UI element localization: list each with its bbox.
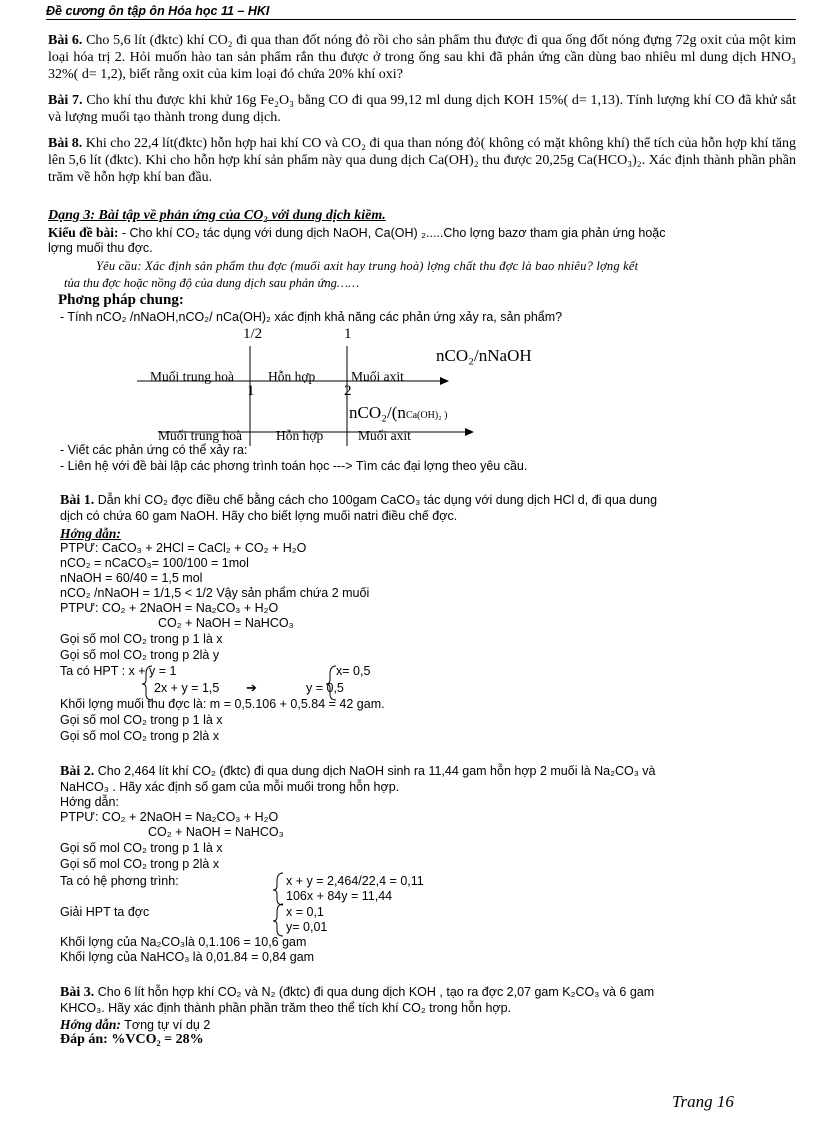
implies-arrow-icon: ➔: [246, 680, 257, 695]
exercise-2-text1: Cho 2,464 lít khí CO₂ (đktc) đi qua dung dịch NaOH sinh ra 11,44 gam hỗn hợp 2 muối là Na₂CO₃ và: [97, 764, 656, 778]
exercise-1-l1: PTPƯ: CaCO₃ + 2HCl = CaCl₂ + CO₂ + H₂O: [60, 541, 307, 555]
exercise-1-l10b: y = 0,5: [306, 681, 344, 695]
exercise-7-label: Bài 7.: [48, 93, 83, 108]
exercise-1-l3: nNaOH = 60/40 = 1,5 mol: [60, 571, 203, 585]
exercise-1-l5: PTPƯ: CO₂ + 2NaOH = Na₂CO₃ + H₂O: [60, 601, 279, 615]
requirement-line1: Yêu cầu: Xác định sản phẩm thu đợc (muối axit hay trung hoà) lợng chất thu đợc là bao nhiêu? lợng kết: [96, 259, 639, 273]
exercise-2-l2: CO₂ + NaOH = NaHCO₃: [148, 825, 284, 839]
exercise-7-text: Cho khí thu được khi khử 16g Fe₂O₃ bằng CO đi qua 99,12 ml dung dịch KOH 15%( d= 1,13). Tính lượng khí CO đã khử sắt và lượng muối tạo thành trong dung dịch.: [48, 93, 797, 125]
exercise-2-eq2: 106x + 84y = 11,44: [286, 889, 393, 903]
diagram-2-arrowhead: [465, 428, 474, 436]
exercise-8-label: Bài 8.: [48, 136, 83, 151]
exercise-2-l4: Gọi số mol CO₂ trong p 2là x: [60, 857, 220, 871]
page-number: Trang 16: [672, 1092, 734, 1111]
problem-type-text1: - Cho khí CO₂ tác dụng với dung dịch NaOH, Ca(OH) ₂.....Cho lợng bazơ tham gia phản ứng hoặc: [121, 226, 666, 240]
exercise-3-text1: Cho 6 lít hỗn hợp khí CO₂ và N₂ (đktc) đi qua dung dịch KOH , tạo ra đợc 2,07 gam K₂CO₃ và 6 gam: [97, 985, 655, 999]
exercise-2-label: Bài 2.: [60, 764, 95, 779]
exercise-6-text: Cho 5,6 lít (đktc) khí CO₂ đi qua than đốt nóng đỏ rồi cho sản phẩm thu được đi qua ống đốt nóng đựng 72g oxit của một kim loại hóa trị 2. Hỏi muốn hào tan sản phẩm rắn thu được ở trong ống sau khi đã phản ứng cần dùng bao nhiêu ml dung dịch HNO₃ 32%( d= 1,2), biết rằng oxit của kim loại đó chứa 20% khí oxi?: [48, 33, 796, 82]
diagram-1-region-mixed: Hỗn hợp: [268, 369, 316, 384]
exercise-2-l5: Ta có hệ phơng trình:: [60, 874, 179, 888]
diagram-2-axis-label: [349, 405, 447, 423]
exercise-3-guide: Hớng dẫn:: [60, 1017, 121, 1032]
diagram-2-region-mixed: Hỗn hợp: [276, 428, 324, 443]
diagram-2-tick-two: 2: [344, 383, 352, 399]
exercise-3-text2: KHCO₃. Hãy xác định thành phần phần trăm theo thể tích khí CO₂ trong hỗn hợp.: [60, 1001, 512, 1015]
exercise-2-guide: Hớng dẫn:: [60, 795, 119, 809]
exercise-3-guide-text: Tơng tự ví dụ 2: [124, 1018, 211, 1032]
exercise-1-l9b: x= 0,5: [336, 664, 371, 678]
diagram-2-axis-label-sub: Ca(OH)₂ ): [405, 410, 448, 421]
exercise-3-answer: Đáp án: %VCO₂ = 28%: [60, 1032, 204, 1047]
exercise-1-l10: 2x + y = 1,5: [154, 681, 220, 695]
exercise-3-label: Bài 3.: [60, 985, 95, 1000]
exercise-6-label: Bài 6.: [48, 33, 83, 48]
diagram-2-axis-label-main: nCO₂/(n: [349, 403, 406, 422]
exercise-3-line1: [60, 985, 654, 1000]
exercise-1-text2: dịch có chứa 60 gam NaOH. Hãy cho biết lợng muối natri điều chế đợc.: [60, 509, 458, 523]
exercise-2-l3: Gọi số mol CO₂ trong p 1 là x: [60, 841, 223, 855]
bai2-braces: [273, 873, 283, 936]
exercise-2-l7: Khối lợng của Na₂CO₃là 0,1.106 = 10,6 gam: [60, 935, 307, 949]
note-line-2: - Liên hệ với đề bài lập các phơng trình toán học ---> Tìm các đại lợng theo yêu cầu.: [60, 459, 528, 473]
bai2-bottom-brace: [273, 904, 283, 936]
exercise-8-text: Khi cho 22,4 lít(đktc) hỗn hợp hai khí CO và CO₂ đi qua than nóng đỏ( không có mặt không khí) thể tích của hỗn hợp khí tăng lên 5,6 lít (đktc). Khi cho hỗn hợp khí sản phẩm này qua dung dịch Ca(OH)₂ thu được 20,25g Ca(HCO₃)₂. Xác định thành phần phần trăm về hỗn hợp khí ban đầu.: [48, 136, 797, 185]
page-header: Đề cương ôn tập ôn Hóa học 11 – HKI: [46, 4, 796, 20]
exercise-2-eq1: x + y = 2,464/22,4 = 0,11: [286, 874, 424, 888]
bai2-top-brace: [273, 873, 283, 905]
exercise-2-eq3: x = 0,1: [286, 905, 324, 919]
exercise-1-l11: Khối lợng muối thu đợc là: m = 0,5.106 + 0,5.84 = 42 gam.: [60, 697, 385, 711]
exercise-1-l4: nCO₂ /nNaOH = 1/1,5 < 1/2 Vậy sản phẩm chứa 2 muối: [60, 586, 370, 600]
exercise-1-l12: Gọi số mol CO₂ trong p 1 là x: [60, 713, 223, 727]
section-title: Dạng 3: Bài tập về phản ứng của CO₂ với dung dịch kiềm.: [48, 208, 386, 223]
exercise-2-text2: NaHCO₃ . Hãy xác định số gam của mỗi muối trong hỗn hợp.: [60, 780, 400, 794]
diagram-1-arrowhead: [440, 377, 449, 385]
exercise-2-l8: Khối lợng của NaHCO₃ là 0,01.84 = 0,84 gam: [60, 950, 315, 964]
diagram-1-region-acid: Muối axit: [351, 369, 404, 384]
exercise-1-label: Bài 1.: [60, 493, 95, 508]
diagram-1-region-neutral: Muối trung hoà: [150, 369, 234, 384]
exercise-1-l9: Ta có HPT : x + y = 1: [60, 664, 177, 678]
exercise-1-guide: Hớng dẫn:: [60, 526, 121, 541]
problem-type-text2: lợng muối thu đợc.: [48, 241, 153, 255]
exercise-3-guide-line: [60, 1017, 210, 1033]
general-method: Phơng pháp chung:: [58, 292, 184, 308]
exercise-1-text1: Dẫn khí CO₂ đợc điều chế bằng cách cho 100gam CaCO₃ tác dụng với dung dịch HCl d, đi qua dung: [97, 493, 658, 507]
diagram-1-axis-label: nCO₂/nNaOH: [436, 346, 532, 365]
exercise-2-l1: PTPƯ: CO₂ + 2NaOH = Na₂CO₃ + H₂O: [60, 810, 279, 824]
method-step: - Tính nCO₂ /nNaOH,nCO₂/ nCa(OH)₂ xác định khả năng các phản ứng xảy ra, sản phẩm?: [60, 310, 563, 324]
requirement-line2: tủa thu đợc hoặc nồng độ của dung dịch sau phản ứng……: [64, 276, 360, 290]
exercise-2-l6: Giải HPT ta đợc: [60, 905, 150, 919]
exercise-1-line1: [60, 493, 657, 508]
note-line-1: - Viết các phản ứng có thể xảy ra:: [60, 443, 248, 457]
exercise-1-l7: Gọi số mol CO₂ trong p 1 là x: [60, 632, 223, 646]
diagram-2-region-acid: Muối axit: [358, 428, 411, 443]
exercise-1-l8: Gọi số mol CO₂ trong p 2là y: [60, 648, 220, 662]
diagram-2-region-neutral: Muối trung hoà: [158, 428, 242, 443]
diagram-2-tick-one: 1: [247, 383, 255, 399]
problem-type-label: Kiểu đề bài:: [48, 225, 119, 240]
exercise-2-line1: [60, 764, 656, 779]
diagram-1-tick-half: 1/2: [243, 326, 263, 342]
exercise-1-l13: Gọi số mol CO₂ trong p 2là x: [60, 729, 220, 743]
exercise-1-l2: nCO₂ = nCaCO₃= 100/100 = 1mol: [60, 556, 249, 570]
diagram-1-tick-one: 1: [344, 326, 352, 342]
exercise-2-eq4: y= 0,01: [286, 920, 328, 934]
exercise-1-l6: CO₂ + NaOH = NaHCO₃: [158, 616, 294, 630]
